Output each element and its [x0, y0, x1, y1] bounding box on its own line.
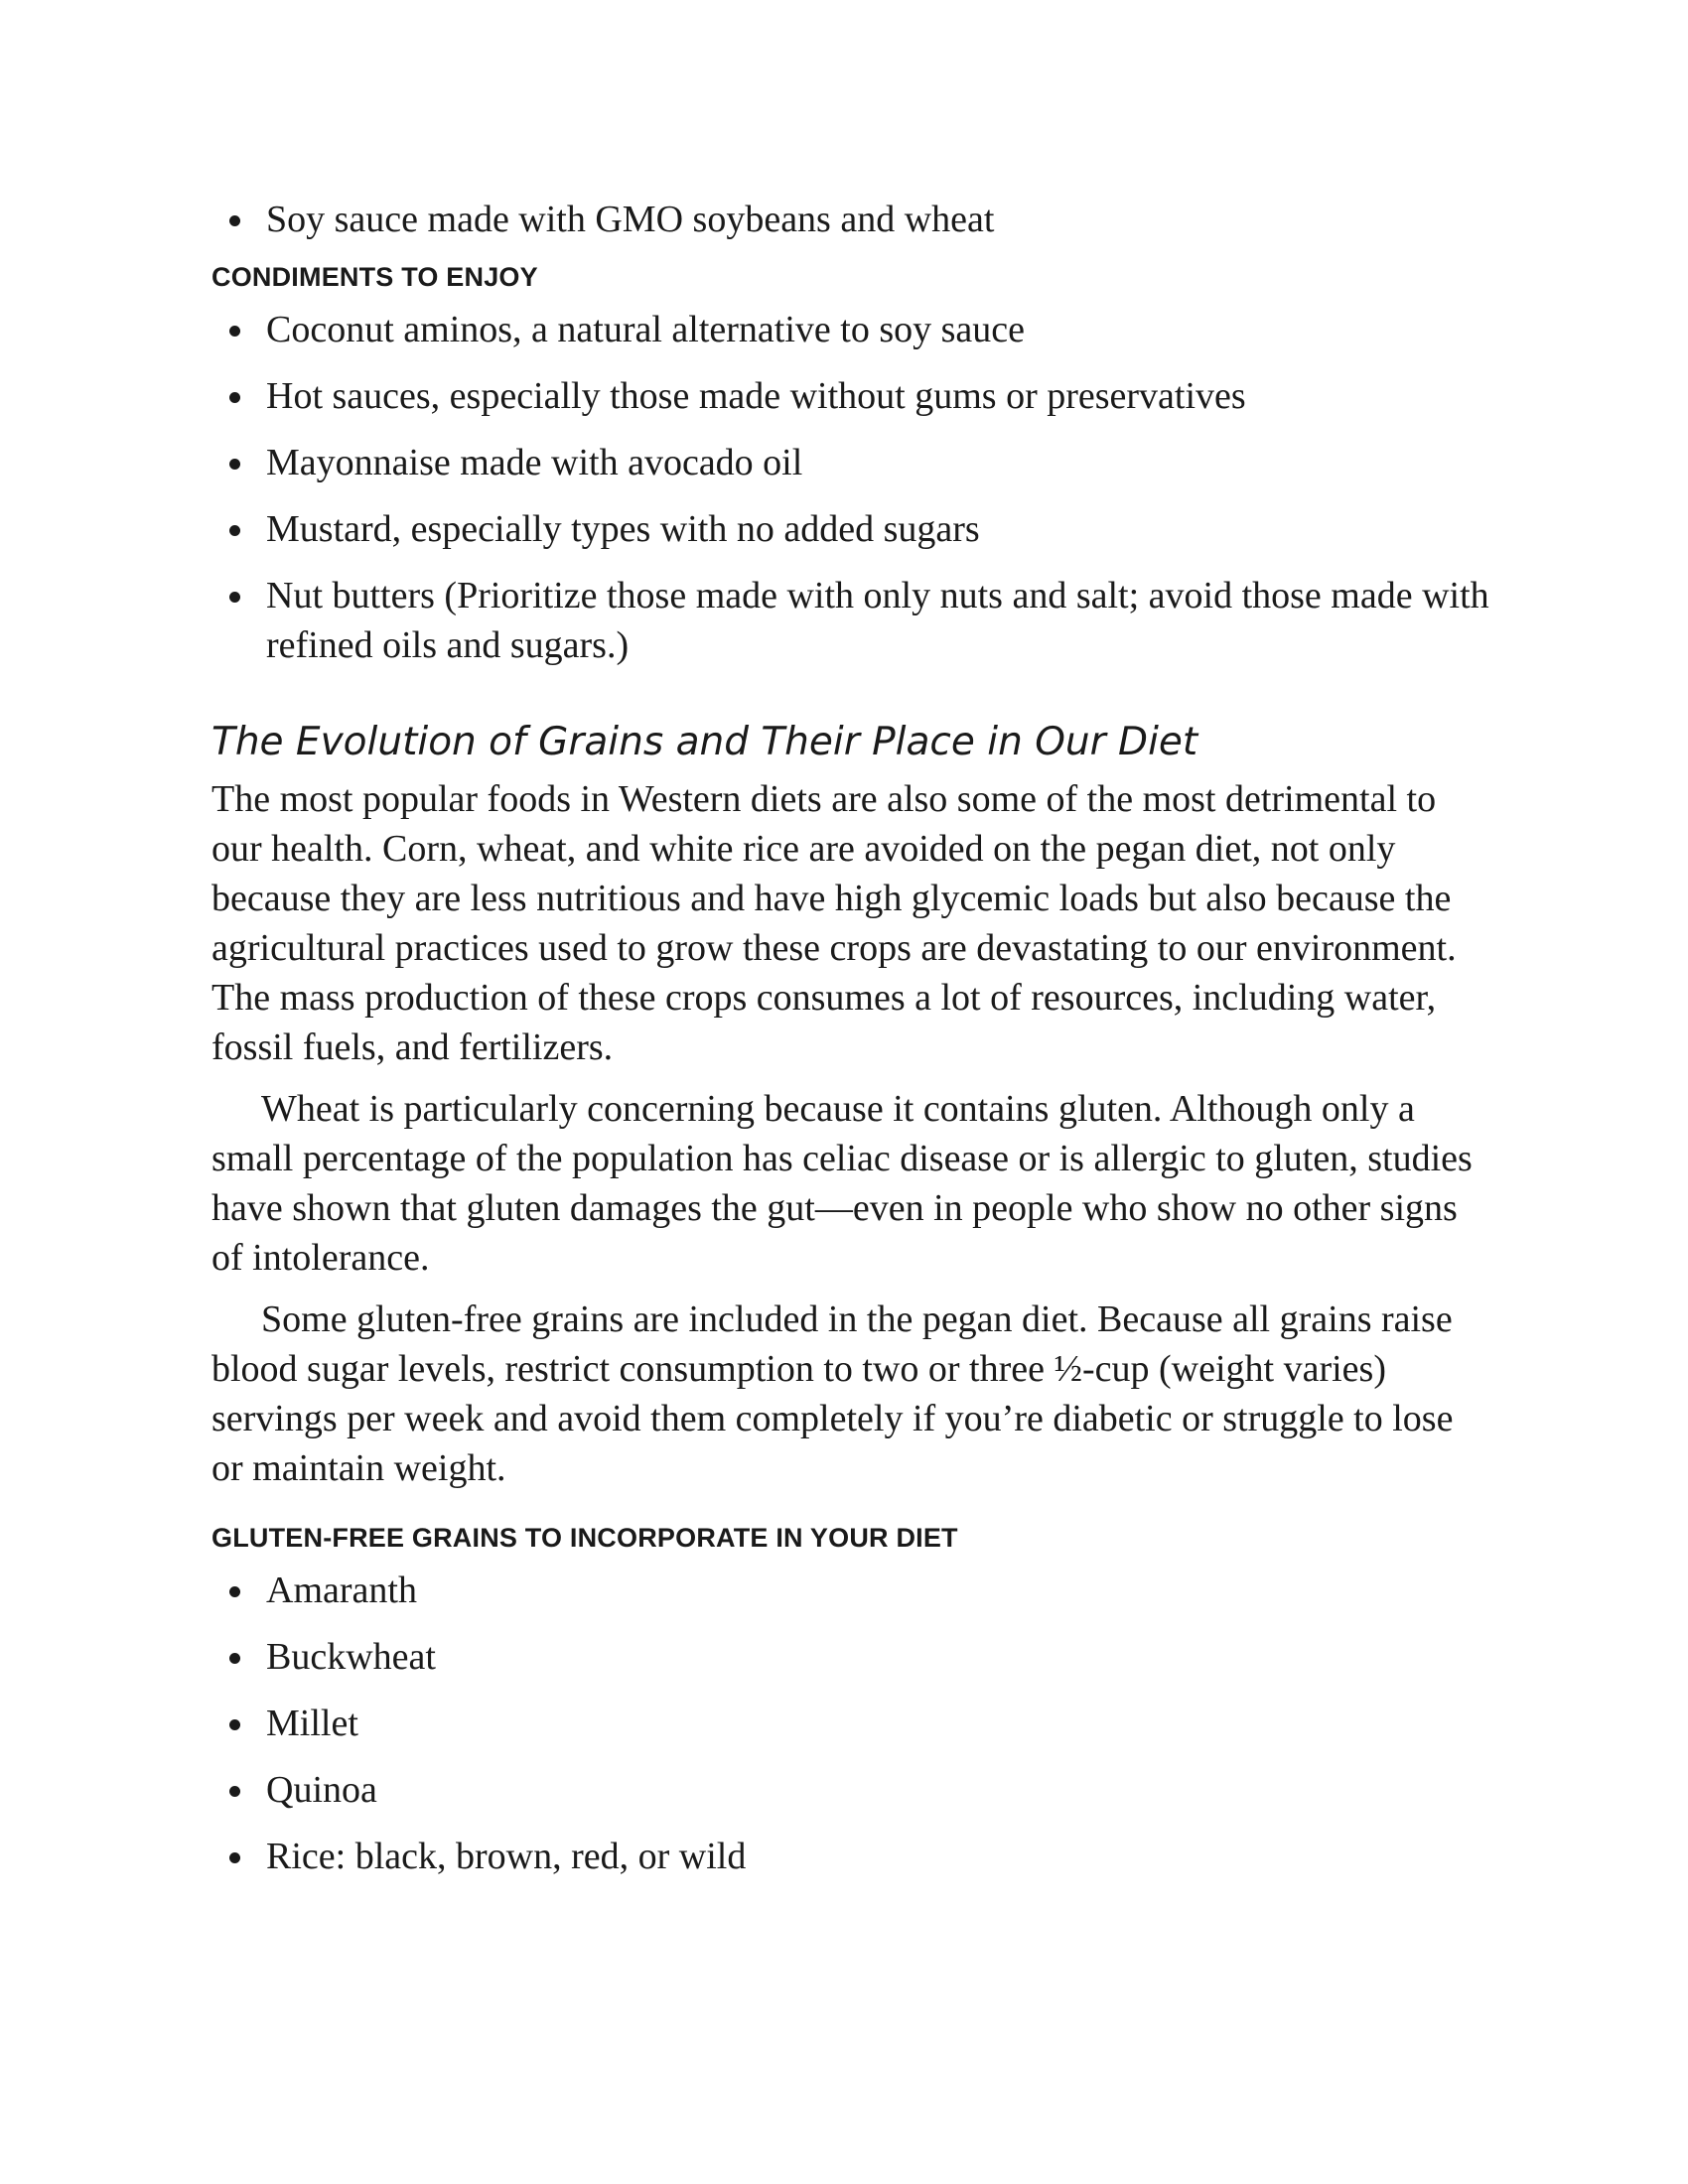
list-item-text: Millet [266, 1703, 358, 1744]
list-item [211, 305, 1492, 354]
list-item-text: Mustard, especially types with no added sugars [266, 508, 980, 550]
list-item [211, 1765, 1492, 1815]
document-page [211, 195, 1492, 1898]
list-item-text: Mayonnaise made with avocado oil [266, 442, 803, 483]
bullet-icon [229, 1852, 240, 1863]
list-item [211, 504, 1492, 554]
list-item-text: Hot sauces, especially those made without gums or preservatives [266, 375, 1246, 417]
list-item [211, 1632, 1492, 1682]
list-item [211, 571, 1492, 670]
bullet-icon [229, 1586, 240, 1597]
continued-list [211, 195, 1492, 244]
body-paragraph: Some gluten-free grains are included in the pegan diet. Because all grains raise blood sugar levels, restrict consumption to two or three ½-cup (weight varies) servings per week and avoid them completely if you’re diabetic or struggle to lose or maintain weight. [211, 1298, 1454, 1489]
bullet-icon [229, 525, 240, 536]
list-item-text: Nut butters (Prioritize those made with only nuts and salt; avoid those made with refined oils and sugars.) [266, 575, 1489, 666]
bullet-icon [229, 392, 240, 403]
condiments-heading: CONDIMENTS TO ENJOY [211, 262, 538, 292]
list-item [211, 1832, 1492, 1881]
bullet-icon [229, 326, 240, 337]
list-item [211, 438, 1492, 487]
list-item-text: Amaranth [266, 1570, 417, 1611]
bullet-icon [229, 592, 240, 603]
bullet-icon [229, 1786, 240, 1797]
list-item [211, 1699, 1492, 1748]
bullet-icon [229, 215, 240, 226]
list-item [211, 1566, 1492, 1615]
bullet-icon [229, 459, 240, 470]
bullet-icon [229, 1719, 240, 1730]
body-paragraph: The most popular foods in Western diets are also some of the most detrimental to our health. Corn, wheat, and white rice are avoided on the pegan diet, not only because they are less nutritious and have high glycemic loads but also because the agricultural practices used to grow these crops are devastating to our environment. The mass production of these crops consumes a lot of resources, including water, fossil fuels, and fertilizers. [211, 778, 1457, 1068]
condiments-list [211, 305, 1492, 670]
list-item-text: Rice: black, brown, red, or wild [266, 1836, 747, 1877]
list-item-text: Quinoa [266, 1769, 377, 1811]
body-paragraph: Wheat is particularly concerning because it contains gluten. Although only a small percentage of the population has celiac disease or is allergic to gluten, studies have shown that gluten damages the gut—even in people who show no other signs of intolerance. [211, 1088, 1473, 1279]
list-item-text: Coconut aminos, a natural alternative to soy sauce [266, 309, 1025, 350]
grains-heading: GLUTEN-FREE GRAINS TO INCORPORATE IN YOUR DIET [211, 1523, 958, 1553]
list-item [211, 371, 1492, 421]
list-item-text: Soy sauce made with GMO soybeans and wheat [266, 199, 995, 240]
list-item-text: Buckwheat [266, 1636, 436, 1678]
section-title: The Evolution of Grains and Their Place in Our Diet [211, 720, 1198, 764]
bullet-icon [229, 1653, 240, 1664]
list-item [211, 195, 1492, 244]
grains-list [211, 1566, 1492, 1881]
